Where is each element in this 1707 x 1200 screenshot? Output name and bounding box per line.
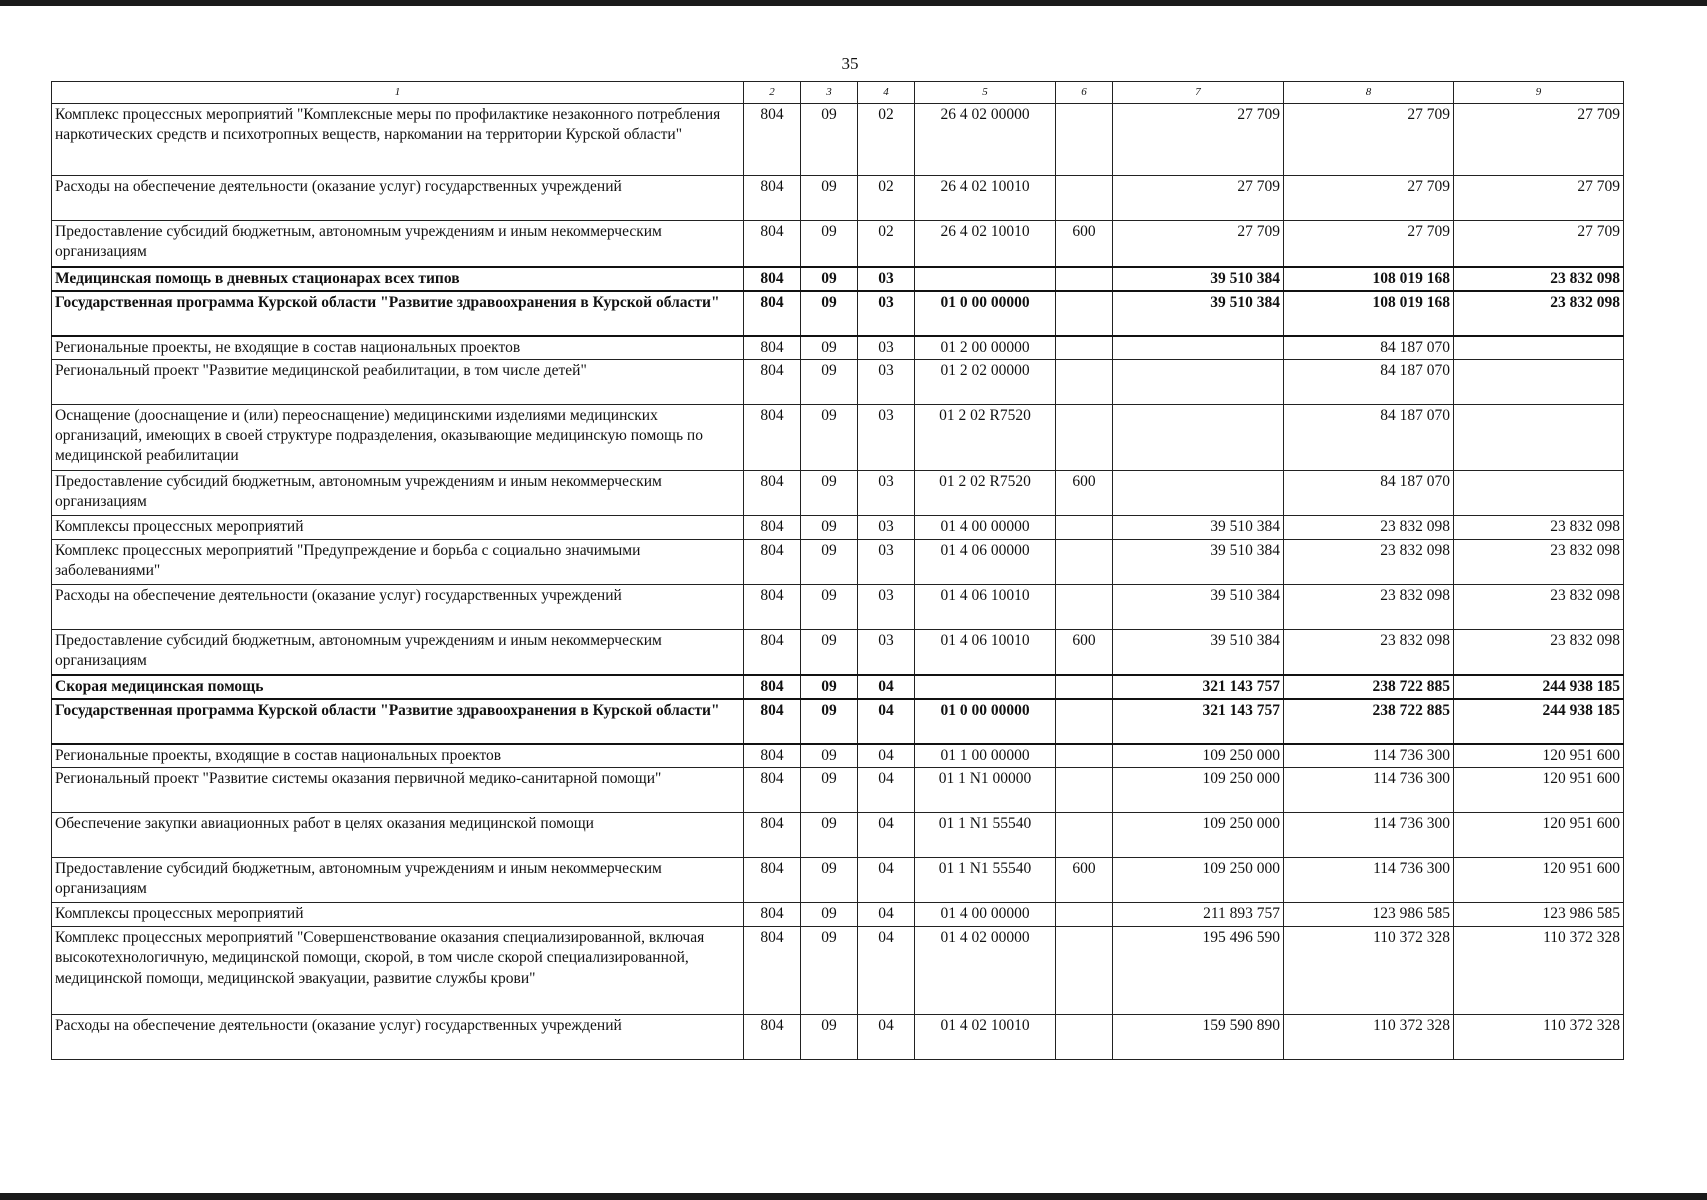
header-cell: 2 <box>744 82 801 104</box>
section-code-cell: 09 <box>801 927 858 1015</box>
amount-col8-cell: 238 722 885 <box>1284 675 1454 699</box>
row-name-cell: Комплексы процессных мероприятий <box>52 516 744 540</box>
section-code-cell: 09 <box>801 267 858 291</box>
row-name-cell: Скорая медицинская помощь <box>52 675 744 699</box>
row-name-cell: Региональные проекты, не входящие в состав национальных проектов <box>52 336 744 360</box>
table-row <box>52 1015 1624 1060</box>
ministry-code-cell: 804 <box>744 516 801 540</box>
expense-type-cell <box>1056 675 1113 699</box>
amount-col9-cell: 123 986 585 <box>1454 903 1624 927</box>
expense-type-cell <box>1056 360 1113 405</box>
table-row <box>52 768 1624 813</box>
expense-type-cell <box>1056 1015 1113 1060</box>
amount-col8-cell: 23 832 098 <box>1284 585 1454 630</box>
header-cell: 5 <box>915 82 1056 104</box>
expense-type-cell <box>1056 927 1113 1015</box>
amount-col9-cell: 27 709 <box>1454 104 1624 176</box>
amount-col9-cell: 27 709 <box>1454 221 1624 267</box>
target-article-cell: 01 0 00 00000 <box>915 699 1056 744</box>
ministry-code-cell: 804 <box>744 405 801 471</box>
row-name-cell: Расходы на обеспечение деятельности (оказание услуг) государственных учреждений <box>52 176 744 221</box>
amount-col7-cell <box>1113 360 1284 405</box>
section-code-cell: 09 <box>801 699 858 744</box>
table-row <box>52 176 1624 221</box>
target-article-cell: 01 1 N1 55540 <box>915 813 1056 858</box>
ministry-code-cell: 804 <box>744 336 801 360</box>
amount-col8-cell: 27 709 <box>1284 221 1454 267</box>
expense-type-cell <box>1056 540 1113 585</box>
table-row <box>52 471 1624 516</box>
amount-col7-cell: 39 510 384 <box>1113 267 1284 291</box>
row-name-cell: Предоставление субсидий бюджетным, автономным учреждениям и иным некоммерческим организациям <box>52 221 744 267</box>
ministry-code-cell: 804 <box>744 221 801 267</box>
table-header-row <box>52 82 1624 104</box>
target-article-cell: 01 2 02 00000 <box>915 360 1056 405</box>
amount-col8-cell: 84 187 070 <box>1284 471 1454 516</box>
row-name-cell: Комплексы процессных мероприятий <box>52 903 744 927</box>
amount-col8-cell: 114 736 300 <box>1284 768 1454 813</box>
amount-col9-cell: 120 951 600 <box>1454 744 1624 768</box>
amount-col9-cell <box>1454 471 1624 516</box>
subsection-code-cell: 03 <box>858 267 915 291</box>
row-name-cell: Медицинская помощь в дневных стационарах всех типов <box>52 267 744 291</box>
row-name-cell: Государственная программа Курской области "Развитие здравоохранения в Курской области" <box>52 699 744 744</box>
expense-type-cell <box>1056 267 1113 291</box>
amount-col9-cell: 120 951 600 <box>1454 813 1624 858</box>
expense-type-cell: 600 <box>1056 221 1113 267</box>
ministry-code-cell: 804 <box>744 291 801 336</box>
row-name-cell: Государственная программа Курской области "Развитие здравоохранения в Курской области" <box>52 291 744 336</box>
header-cell: 1 <box>52 82 744 104</box>
ministry-code-cell: 804 <box>744 360 801 405</box>
header-cell: 3 <box>801 82 858 104</box>
subsection-code-cell: 02 <box>858 176 915 221</box>
table-row <box>52 699 1624 744</box>
table-row <box>52 585 1624 630</box>
expense-type-cell <box>1056 405 1113 471</box>
section-code-cell: 09 <box>801 813 858 858</box>
amount-col8-cell: 110 372 328 <box>1284 1015 1454 1060</box>
amount-col8-cell: 110 372 328 <box>1284 927 1454 1015</box>
target-article-cell: 01 2 00 00000 <box>915 336 1056 360</box>
target-article-cell: 01 4 06 10010 <box>915 630 1056 675</box>
section-code-cell: 09 <box>801 744 858 768</box>
expense-type-cell <box>1056 291 1113 336</box>
row-name-cell: Предоставление субсидий бюджетным, автономным учреждениям и иным некоммерческим организациям <box>52 471 744 516</box>
row-name-cell: Комплекс процессных мероприятий "Комплексные меры по профилактике незаконного потребления наркотических средств и психотропных веществ, наркомании на территории Курской области" <box>52 104 744 176</box>
subsection-code-cell: 04 <box>858 927 915 1015</box>
amount-col7-cell: 109 250 000 <box>1113 744 1284 768</box>
expense-type-cell: 600 <box>1056 630 1113 675</box>
table-row <box>52 336 1624 360</box>
row-name-cell: Обеспечение закупки авиационных работ в целях оказания медицинской помощи <box>52 813 744 858</box>
amount-col7-cell: 109 250 000 <box>1113 768 1284 813</box>
expense-type-cell <box>1056 104 1113 176</box>
amount-col8-cell: 23 832 098 <box>1284 630 1454 675</box>
section-code-cell: 09 <box>801 675 858 699</box>
header-cell: 6 <box>1056 82 1113 104</box>
amount-col9-cell: 23 832 098 <box>1454 516 1624 540</box>
amount-col7-cell: 195 496 590 <box>1113 927 1284 1015</box>
amount-col7-cell <box>1113 336 1284 360</box>
target-article-cell: 01 4 00 00000 <box>915 903 1056 927</box>
ministry-code-cell: 804 <box>744 744 801 768</box>
expense-type-cell <box>1056 744 1113 768</box>
amount-col8-cell: 27 709 <box>1284 104 1454 176</box>
section-code-cell: 09 <box>801 291 858 336</box>
section-code-cell: 09 <box>801 360 858 405</box>
table-row <box>52 675 1624 699</box>
section-code-cell: 09 <box>801 1015 858 1060</box>
expense-type-cell <box>1056 903 1113 927</box>
amount-col7-cell: 39 510 384 <box>1113 516 1284 540</box>
amount-col9-cell: 120 951 600 <box>1454 768 1624 813</box>
table-row <box>52 813 1624 858</box>
section-code-cell: 09 <box>801 336 858 360</box>
subsection-code-cell: 02 <box>858 221 915 267</box>
target-article-cell: 01 4 06 00000 <box>915 540 1056 585</box>
target-article-cell: 01 1 N1 00000 <box>915 768 1056 813</box>
ministry-code-cell: 804 <box>744 927 801 1015</box>
section-code-cell: 09 <box>801 540 858 585</box>
ministry-code-cell: 804 <box>744 540 801 585</box>
expense-type-cell <box>1056 768 1113 813</box>
expense-type-cell <box>1056 176 1113 221</box>
target-article-cell: 01 2 02 R7520 <box>915 471 1056 516</box>
ministry-code-cell: 804 <box>744 585 801 630</box>
table-row <box>52 927 1624 1015</box>
table-row <box>52 291 1624 336</box>
subsection-code-cell: 03 <box>858 471 915 516</box>
ministry-code-cell: 804 <box>744 267 801 291</box>
row-name-cell: Региональные проекты, входящие в состав национальных проектов <box>52 744 744 768</box>
row-name-cell: Расходы на обеспечение деятельности (оказание услуг) государственных учреждений <box>52 1015 744 1060</box>
expense-type-cell <box>1056 516 1113 540</box>
table-row <box>52 221 1624 267</box>
section-code-cell: 09 <box>801 768 858 813</box>
amount-col9-cell: 244 938 185 <box>1454 675 1624 699</box>
amount-col7-cell: 39 510 384 <box>1113 291 1284 336</box>
section-code-cell: 09 <box>801 471 858 516</box>
subsection-code-cell: 03 <box>858 360 915 405</box>
row-name-cell: Комплекс процессных мероприятий "Предупреждение и борьба с социально значимыми заболеваниями" <box>52 540 744 585</box>
amount-col7-cell: 159 590 890 <box>1113 1015 1284 1060</box>
amount-col8-cell: 108 019 168 <box>1284 291 1454 336</box>
target-article-cell: 26 4 02 10010 <box>915 176 1056 221</box>
section-code-cell: 09 <box>801 221 858 267</box>
amount-col7-cell <box>1113 471 1284 516</box>
amount-col7-cell: 321 143 757 <box>1113 699 1284 744</box>
subsection-code-cell: 03 <box>858 540 915 585</box>
section-code-cell: 09 <box>801 630 858 675</box>
ministry-code-cell: 804 <box>744 630 801 675</box>
subsection-code-cell: 04 <box>858 903 915 927</box>
table-row <box>52 360 1624 405</box>
expense-type-cell <box>1056 699 1113 744</box>
subsection-code-cell: 03 <box>858 291 915 336</box>
amount-col9-cell: 110 372 328 <box>1454 927 1624 1015</box>
table-row <box>52 858 1624 903</box>
amount-col7-cell: 109 250 000 <box>1113 813 1284 858</box>
ministry-code-cell: 804 <box>744 1015 801 1060</box>
ministry-code-cell: 804 <box>744 813 801 858</box>
expense-type-cell: 600 <box>1056 471 1113 516</box>
section-code-cell: 09 <box>801 516 858 540</box>
ministry-code-cell: 804 <box>744 675 801 699</box>
amount-col9-cell: 23 832 098 <box>1454 630 1624 675</box>
amount-col9-cell: 23 832 098 <box>1454 540 1624 585</box>
row-name-cell: Оснащение (дооснащение и (или) переоснащение) медицинскими изделиями медицинских организаций, имеющих в своей структуре подразделения, оказывающие медицинскую помощь по медицинской реабилитации <box>52 405 744 471</box>
expense-type-cell <box>1056 336 1113 360</box>
amount-col8-cell: 84 187 070 <box>1284 405 1454 471</box>
scan-top-edge <box>0 0 1707 6</box>
amount-col8-cell: 114 736 300 <box>1284 744 1454 768</box>
amount-col8-cell: 108 019 168 <box>1284 267 1454 291</box>
amount-col7-cell: 321 143 757 <box>1113 675 1284 699</box>
amount-col9-cell: 110 372 328 <box>1454 1015 1624 1060</box>
amount-col7-cell <box>1113 405 1284 471</box>
row-name-cell: Региональный проект "Развитие системы оказания первичной медико-санитарной помощи" <box>52 768 744 813</box>
amount-col8-cell: 27 709 <box>1284 176 1454 221</box>
amount-col8-cell: 114 736 300 <box>1284 858 1454 903</box>
header-cell: 4 <box>858 82 915 104</box>
section-code-cell: 09 <box>801 585 858 630</box>
target-article-cell: 26 4 02 10010 <box>915 221 1056 267</box>
subsection-code-cell: 03 <box>858 405 915 471</box>
amount-col8-cell: 114 736 300 <box>1284 813 1454 858</box>
section-code-cell: 09 <box>801 176 858 221</box>
amount-col9-cell <box>1454 336 1624 360</box>
expense-type-cell: 600 <box>1056 858 1113 903</box>
subsection-code-cell: 04 <box>858 699 915 744</box>
target-article-cell: 01 1 00 00000 <box>915 744 1056 768</box>
subsection-code-cell: 03 <box>858 516 915 540</box>
ministry-code-cell: 804 <box>744 858 801 903</box>
target-article-cell: 01 4 06 10010 <box>915 585 1056 630</box>
subsection-code-cell: 04 <box>858 813 915 858</box>
table-row <box>52 630 1624 675</box>
table-row <box>52 903 1624 927</box>
target-article-cell: 01 4 00 00000 <box>915 516 1056 540</box>
header-cell: 7 <box>1113 82 1284 104</box>
amount-col8-cell: 84 187 070 <box>1284 336 1454 360</box>
subsection-code-cell: 04 <box>858 858 915 903</box>
ministry-code-cell: 804 <box>744 104 801 176</box>
table-row <box>52 744 1624 768</box>
target-article-cell: 01 4 02 00000 <box>915 927 1056 1015</box>
amount-col7-cell: 27 709 <box>1113 221 1284 267</box>
amount-col8-cell: 84 187 070 <box>1284 360 1454 405</box>
row-name-cell: Расходы на обеспечение деятельности (оказание услуг) государственных учреждений <box>52 585 744 630</box>
amount-col7-cell: 39 510 384 <box>1113 585 1284 630</box>
header-cell: 8 <box>1284 82 1454 104</box>
section-code-cell: 09 <box>801 858 858 903</box>
amount-col9-cell: 244 938 185 <box>1454 699 1624 744</box>
row-name-cell: Комплекс процессных мероприятий "Совершенствование оказания специализированной, включая высокотехнологичную, медицинской помощи, скорой, в том числе скорой специализированной, медицинской помощи, медицинской эвакуации, развитие службы крови" <box>52 927 744 1015</box>
table-row <box>52 104 1624 176</box>
row-name-cell: Предоставление субсидий бюджетным, автономным учреждениям и иным некоммерческим организациям <box>52 858 744 903</box>
section-code-cell: 09 <box>801 104 858 176</box>
ministry-code-cell: 804 <box>744 176 801 221</box>
subsection-code-cell: 03 <box>858 585 915 630</box>
target-article-cell: 01 0 00 00000 <box>915 291 1056 336</box>
subsection-code-cell: 04 <box>858 675 915 699</box>
amount-col9-cell: 23 832 098 <box>1454 291 1624 336</box>
subsection-code-cell: 02 <box>858 104 915 176</box>
row-name-cell: Предоставление субсидий бюджетным, автономным учреждениям и иным некоммерческим организациям <box>52 630 744 675</box>
amount-col7-cell: 39 510 384 <box>1113 630 1284 675</box>
amount-col8-cell: 238 722 885 <box>1284 699 1454 744</box>
row-name-cell: Региональный проект "Развитие медицинской реабилитации, в том числе детей" <box>52 360 744 405</box>
amount-col9-cell: 120 951 600 <box>1454 858 1624 903</box>
amount-col7-cell: 27 709 <box>1113 104 1284 176</box>
ministry-code-cell: 804 <box>744 699 801 744</box>
subsection-code-cell: 04 <box>858 1015 915 1060</box>
table-row <box>52 516 1624 540</box>
amount-col8-cell: 123 986 585 <box>1284 903 1454 927</box>
amount-col9-cell: 23 832 098 <box>1454 267 1624 291</box>
amount-col7-cell: 27 709 <box>1113 176 1284 221</box>
expense-type-cell <box>1056 585 1113 630</box>
section-code-cell: 09 <box>801 903 858 927</box>
amount-col9-cell <box>1454 360 1624 405</box>
target-article-cell <box>915 675 1056 699</box>
amount-col7-cell: 109 250 000 <box>1113 858 1284 903</box>
amount-col7-cell: 39 510 384 <box>1113 540 1284 585</box>
section-code-cell: 09 <box>801 405 858 471</box>
amount-col9-cell <box>1454 405 1624 471</box>
expense-type-cell <box>1056 813 1113 858</box>
table-row <box>52 267 1624 291</box>
ministry-code-cell: 804 <box>744 903 801 927</box>
amount-col9-cell: 23 832 098 <box>1454 585 1624 630</box>
target-article-cell: 01 4 02 10010 <box>915 1015 1056 1060</box>
table-row <box>52 405 1624 471</box>
target-article-cell <box>915 267 1056 291</box>
subsection-code-cell: 04 <box>858 744 915 768</box>
amount-col8-cell: 23 832 098 <box>1284 516 1454 540</box>
budget-table <box>51 81 1624 1060</box>
subsection-code-cell: 03 <box>858 336 915 360</box>
amount-col7-cell: 211 893 757 <box>1113 903 1284 927</box>
page-number: 35 <box>841 54 859 73</box>
amount-col8-cell: 23 832 098 <box>1284 540 1454 585</box>
ministry-code-cell: 804 <box>744 471 801 516</box>
target-article-cell: 01 2 02 R7520 <box>915 405 1056 471</box>
amount-col9-cell: 27 709 <box>1454 176 1624 221</box>
target-article-cell: 26 4 02 00000 <box>915 104 1056 176</box>
table-row <box>52 540 1624 585</box>
target-article-cell: 01 1 N1 55540 <box>915 858 1056 903</box>
ministry-code-cell: 804 <box>744 768 801 813</box>
subsection-code-cell: 03 <box>858 630 915 675</box>
header-cell: 9 <box>1454 82 1624 104</box>
scan-bottom-edge <box>0 1193 1707 1200</box>
subsection-code-cell: 04 <box>858 768 915 813</box>
